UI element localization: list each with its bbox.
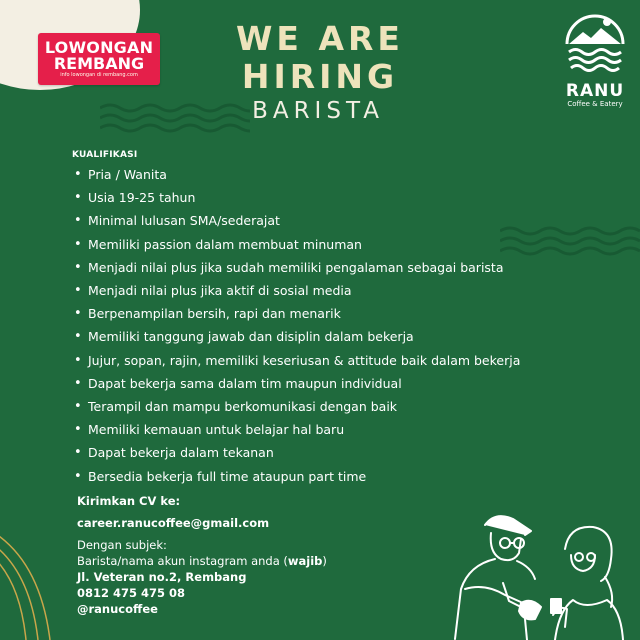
address: Jl. Veteran no.2, Rembang (77, 570, 247, 584)
title-line-1: WE ARE (236, 19, 404, 58)
ranu-mountain-wave-icon (563, 14, 627, 78)
list-item: • Dapat bekerja dalam tekanan (74, 441, 544, 464)
qualifications-label: KUALIFIKASI (72, 150, 138, 160)
subject-label: Dengan subjek: (77, 538, 167, 552)
gold-line-decoration (0, 520, 70, 640)
partner-logo-tagline: info lowongan di rembang.com (60, 72, 138, 78)
instagram-handle: @ranucoffee (77, 602, 158, 616)
list-item: • Pria / Wanita (74, 163, 544, 186)
list-item: • Bersedia bekerja full time ataupun part time (74, 465, 544, 488)
subject-required: wajib (287, 554, 323, 568)
brand-name: RANU (565, 81, 625, 101)
subject-suffix: ) (322, 554, 327, 568)
brand-tagline: Coffee & Eatery (567, 100, 623, 108)
list-item: • Minimal lulusan SMA/sederajat (74, 209, 544, 232)
send-cv-label: Kirimkan CV ke: (77, 494, 181, 508)
wave-decoration-left (100, 100, 250, 140)
phone-number: 0812 475 475 08 (77, 586, 186, 600)
list-item: • Jujur, sopan, rajin, memiliki keseriusan & attitude baik dalam bekerja (74, 349, 544, 372)
list-item: • Terampil dan mampu berkomunikasi dengan baik (74, 395, 544, 418)
email-address: career.ranucoffee@gmail.com (77, 516, 270, 530)
list-item: • Usia 19-25 tahun (74, 186, 544, 209)
subject-line (77, 553, 327, 569)
barista-pouring-illustration (425, 505, 640, 640)
list-item: • Memiliki tanggung jawab dan disiplin dalam bekerja (74, 325, 544, 348)
list-item: • Berpenampilan bersih, rapi dan menarik (74, 302, 544, 325)
headline (0, 20, 640, 124)
position-title: BARISTA (252, 98, 384, 124)
list-item: • Menjadi nilai plus jika sudah memiliki pengalaman sebagai barista (74, 256, 544, 279)
list-item: • Memiliki passion dalam membuat minuman (74, 233, 544, 256)
list-item: • Menjadi nilai plus jika aktif di sosial media (74, 279, 544, 302)
partner-logo-line2: REMBANG (53, 54, 145, 73)
ranu-brand-logo (560, 14, 630, 108)
list-item: • Memiliki kemauan untuk belajar hal baru (74, 418, 544, 441)
title-line-2: HIRING (241, 57, 399, 96)
qualifications-list (74, 163, 544, 488)
partner-logo-line1: LOWONGAN (44, 38, 154, 57)
contact-block (77, 493, 327, 617)
list-item: • Dapat bekerja sama dalam tim maupun individual (74, 372, 544, 395)
subject-prefix: Barista/nama akun instagram anda ( (77, 554, 288, 568)
